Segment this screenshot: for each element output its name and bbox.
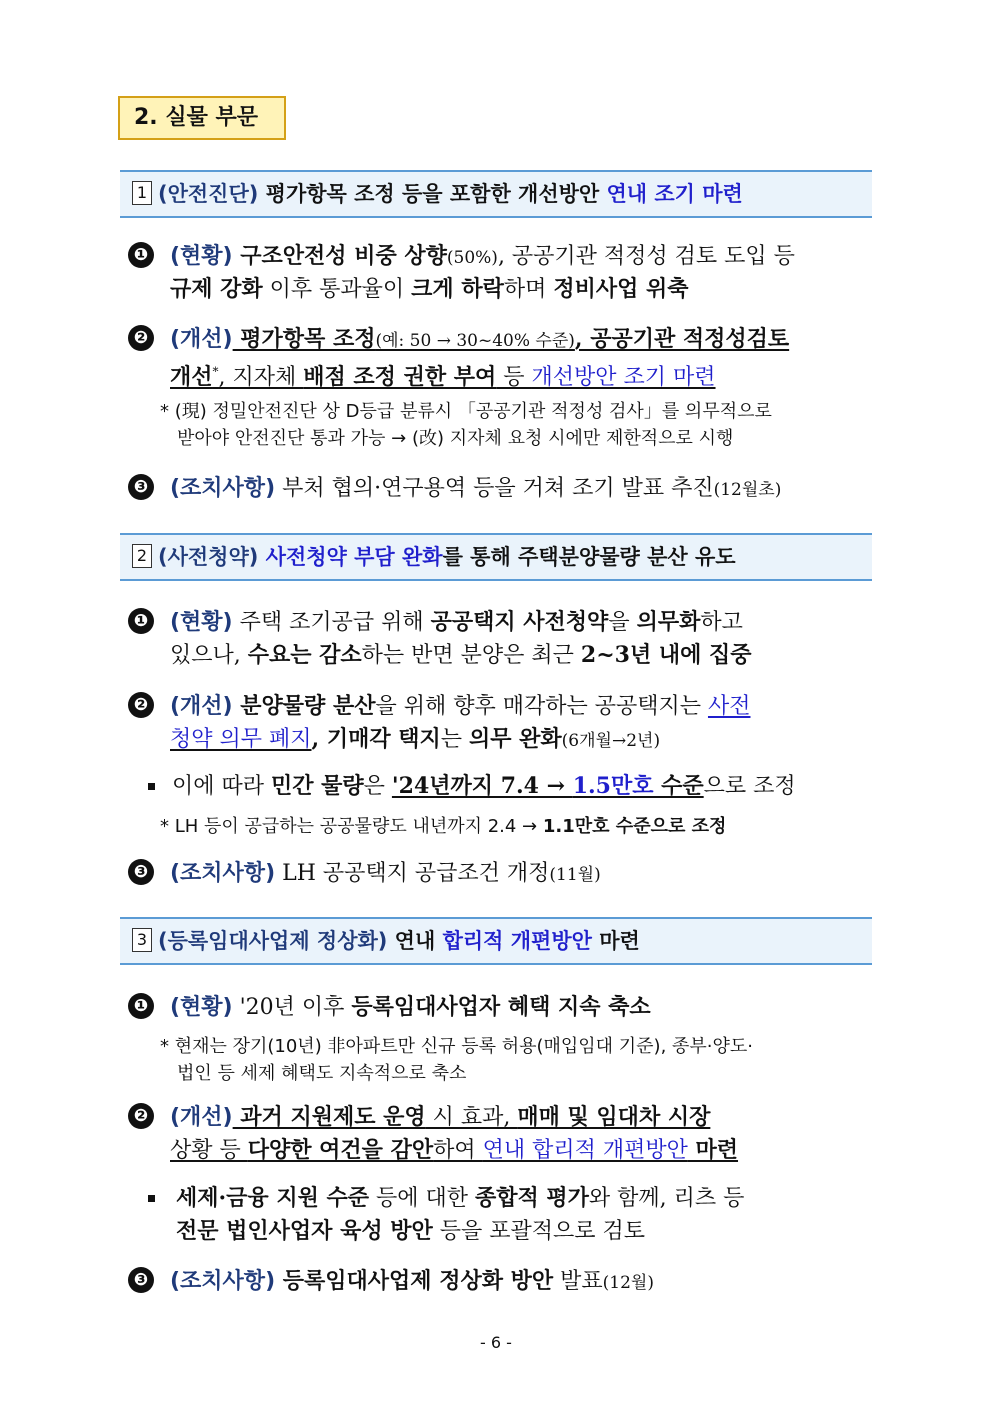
item-2-improvement-line-1: (개선) 분양물량 분산을 위해 향후 매각하는 공공택지는 사전 [170,693,751,719]
item-2-footnote [160,813,900,840]
item-1-improvement-line-2: 개선*, 지자체 배점 조정 권한 부여 등 개선방안 조기 마련 [170,364,716,391]
square-bullet-icon [148,1195,155,1202]
item-2-improvement-line-2: 청약 의무 폐지, 기매각 택지는 의무 완화(6개월→2년) [170,726,661,752]
item-2-sub-point-line: 이에 따라 민간 물량은 '24년까지 7.4 → 1.5만호 수준으로 조정 [172,773,796,799]
item-1-footnote-line-2: 받아야 안전진단 통과 가능 → (改) 지자체 요청 시에만 제한적으로 시행 [177,428,734,449]
item-3-footnote-line-1: * 현재는 장기(10년) 非아파트만 신규 등록 허용(매입임대 기준), 종부·양도· [160,1036,754,1057]
bullet-2-icon: ❷ [128,692,154,718]
section-title: 2. 실물 부문 [118,96,286,140]
item-1-status-line-1: (현황) 구조안전성 비중 상향(50%), 공공기관 적정성 검토 도입 등 [170,243,795,269]
item-2-status-line-1: (현황) 주택 조기공급 위해 공공택지 사전청약을 의무화하고 [170,609,743,635]
item-1-status [128,240,878,306]
item-3-improvement [128,1101,878,1167]
page-number: - 6 - [480,1333,512,1352]
item-3-action-line: (조치사항) 등록임대사업제 정상화 방안 발표(12월) [170,1268,654,1294]
item-3-status [128,991,878,1024]
item-1-action-line: (조치사항) 부처 협의·연구용역 등을 거쳐 조기 발표 추진(12월초) [170,476,782,501]
square-bullet-icon [148,783,155,790]
item-3-header-text: 연내 [387,929,443,953]
item-3-improvement-line-1: (개선) 과거 지원제도 운영 시 효과, 매매 및 임대차 시장 [170,1104,711,1130]
bullet-1-icon: ❶ [128,242,154,268]
item-3-action [128,1265,878,1298]
bullet-3-icon: ❸ [128,1267,154,1293]
item-1-header [120,170,872,218]
item-3-footnote [160,1033,900,1087]
item-3-topic: (등록임대사업제 정상화) [158,929,388,953]
item-2-header [120,533,872,581]
item-3-sub-point [148,1182,888,1248]
item-2-number: 2 [132,544,152,568]
item-3-header [120,917,872,965]
item-2-status-line-2: 있으나, 수요는 감소하는 반면 분양은 최근 2~3년 내에 집중 [170,642,752,668]
item-1-header-text: 평가항목 조정 등을 포함한 개선방안 [258,182,607,206]
bullet-3-icon: ❸ [128,859,154,885]
item-2-footnote-line: * LH 등이 공급하는 공공물량도 내년까지 2.4 → 1.1만호 수준으로 조정 [160,816,727,837]
item-3-status-line: (현황) '20년 이후 등록임대사업자 혜택 지속 축소 [170,994,651,1020]
bullet-1-icon: ❶ [128,608,154,634]
item-3-header-text-end: 마련 [591,929,640,953]
item-2-status [128,606,878,672]
item-3-sub-point-line-2: 전문 법인사업자 육성 방안 등을 포괄적으로 검토 [176,1218,646,1244]
item-1-header-accent: 연내 조기 마련 [606,182,743,206]
item-1-number: 1 [132,181,152,205]
item-2-action [128,857,878,890]
item-1-footnote-line-1: * (現) 정밀안전진단 상 D등급 분류시 「공공기관 적정성 검사」를 의무적으로 [160,401,772,422]
item-3-number: 3 [132,928,152,952]
item-1-topic: (안전진단) [158,182,259,206]
item-3-header-accent: 합리적 개편방안 [442,929,592,953]
item-3-footnote-line-2: 법인 등 세제 혜택도 지속적으로 축소 [177,1063,467,1084]
item-2-header-text: 를 통해 주택분양물량 분산 유도 [442,545,736,569]
bullet-2-icon: ❷ [128,325,154,351]
bullet-2-icon: ❷ [128,1103,154,1129]
item-2-header-accent: 사전청약 부담 완화 [258,545,443,569]
item-1-action [128,472,878,505]
item-3-improvement-line-2: 상황 등 다양한 여건을 감안하여 연내 합리적 개편방안 마련 [170,1137,739,1163]
bullet-1-icon: ❶ [128,993,154,1019]
item-2-action-line: (조치사항) LH 공공택지 공급조건 개정(11월) [170,861,601,886]
item-2-improvement [128,690,878,756]
item-1-improvement-line-1: (개선) 평가항목 조정(예: 50 → 30~40% 수준), 공공기관 적정성검토 [170,326,790,352]
item-2-sub-point [148,770,888,803]
item-1-footnote [160,398,900,452]
item-1-status-line-2: 규제 강화 이후 통과율이 크게 하락하며 정비사업 위축 [170,276,689,302]
item-2-topic: (사전청약) [158,545,259,569]
bullet-3-icon: ❸ [128,474,154,500]
item-1-improvement [128,323,878,389]
item-3-sub-point-line-1: 세제·금융 지원 수준 등에 대한 종합적 평가와 함께, 리츠 등 [176,1185,745,1211]
